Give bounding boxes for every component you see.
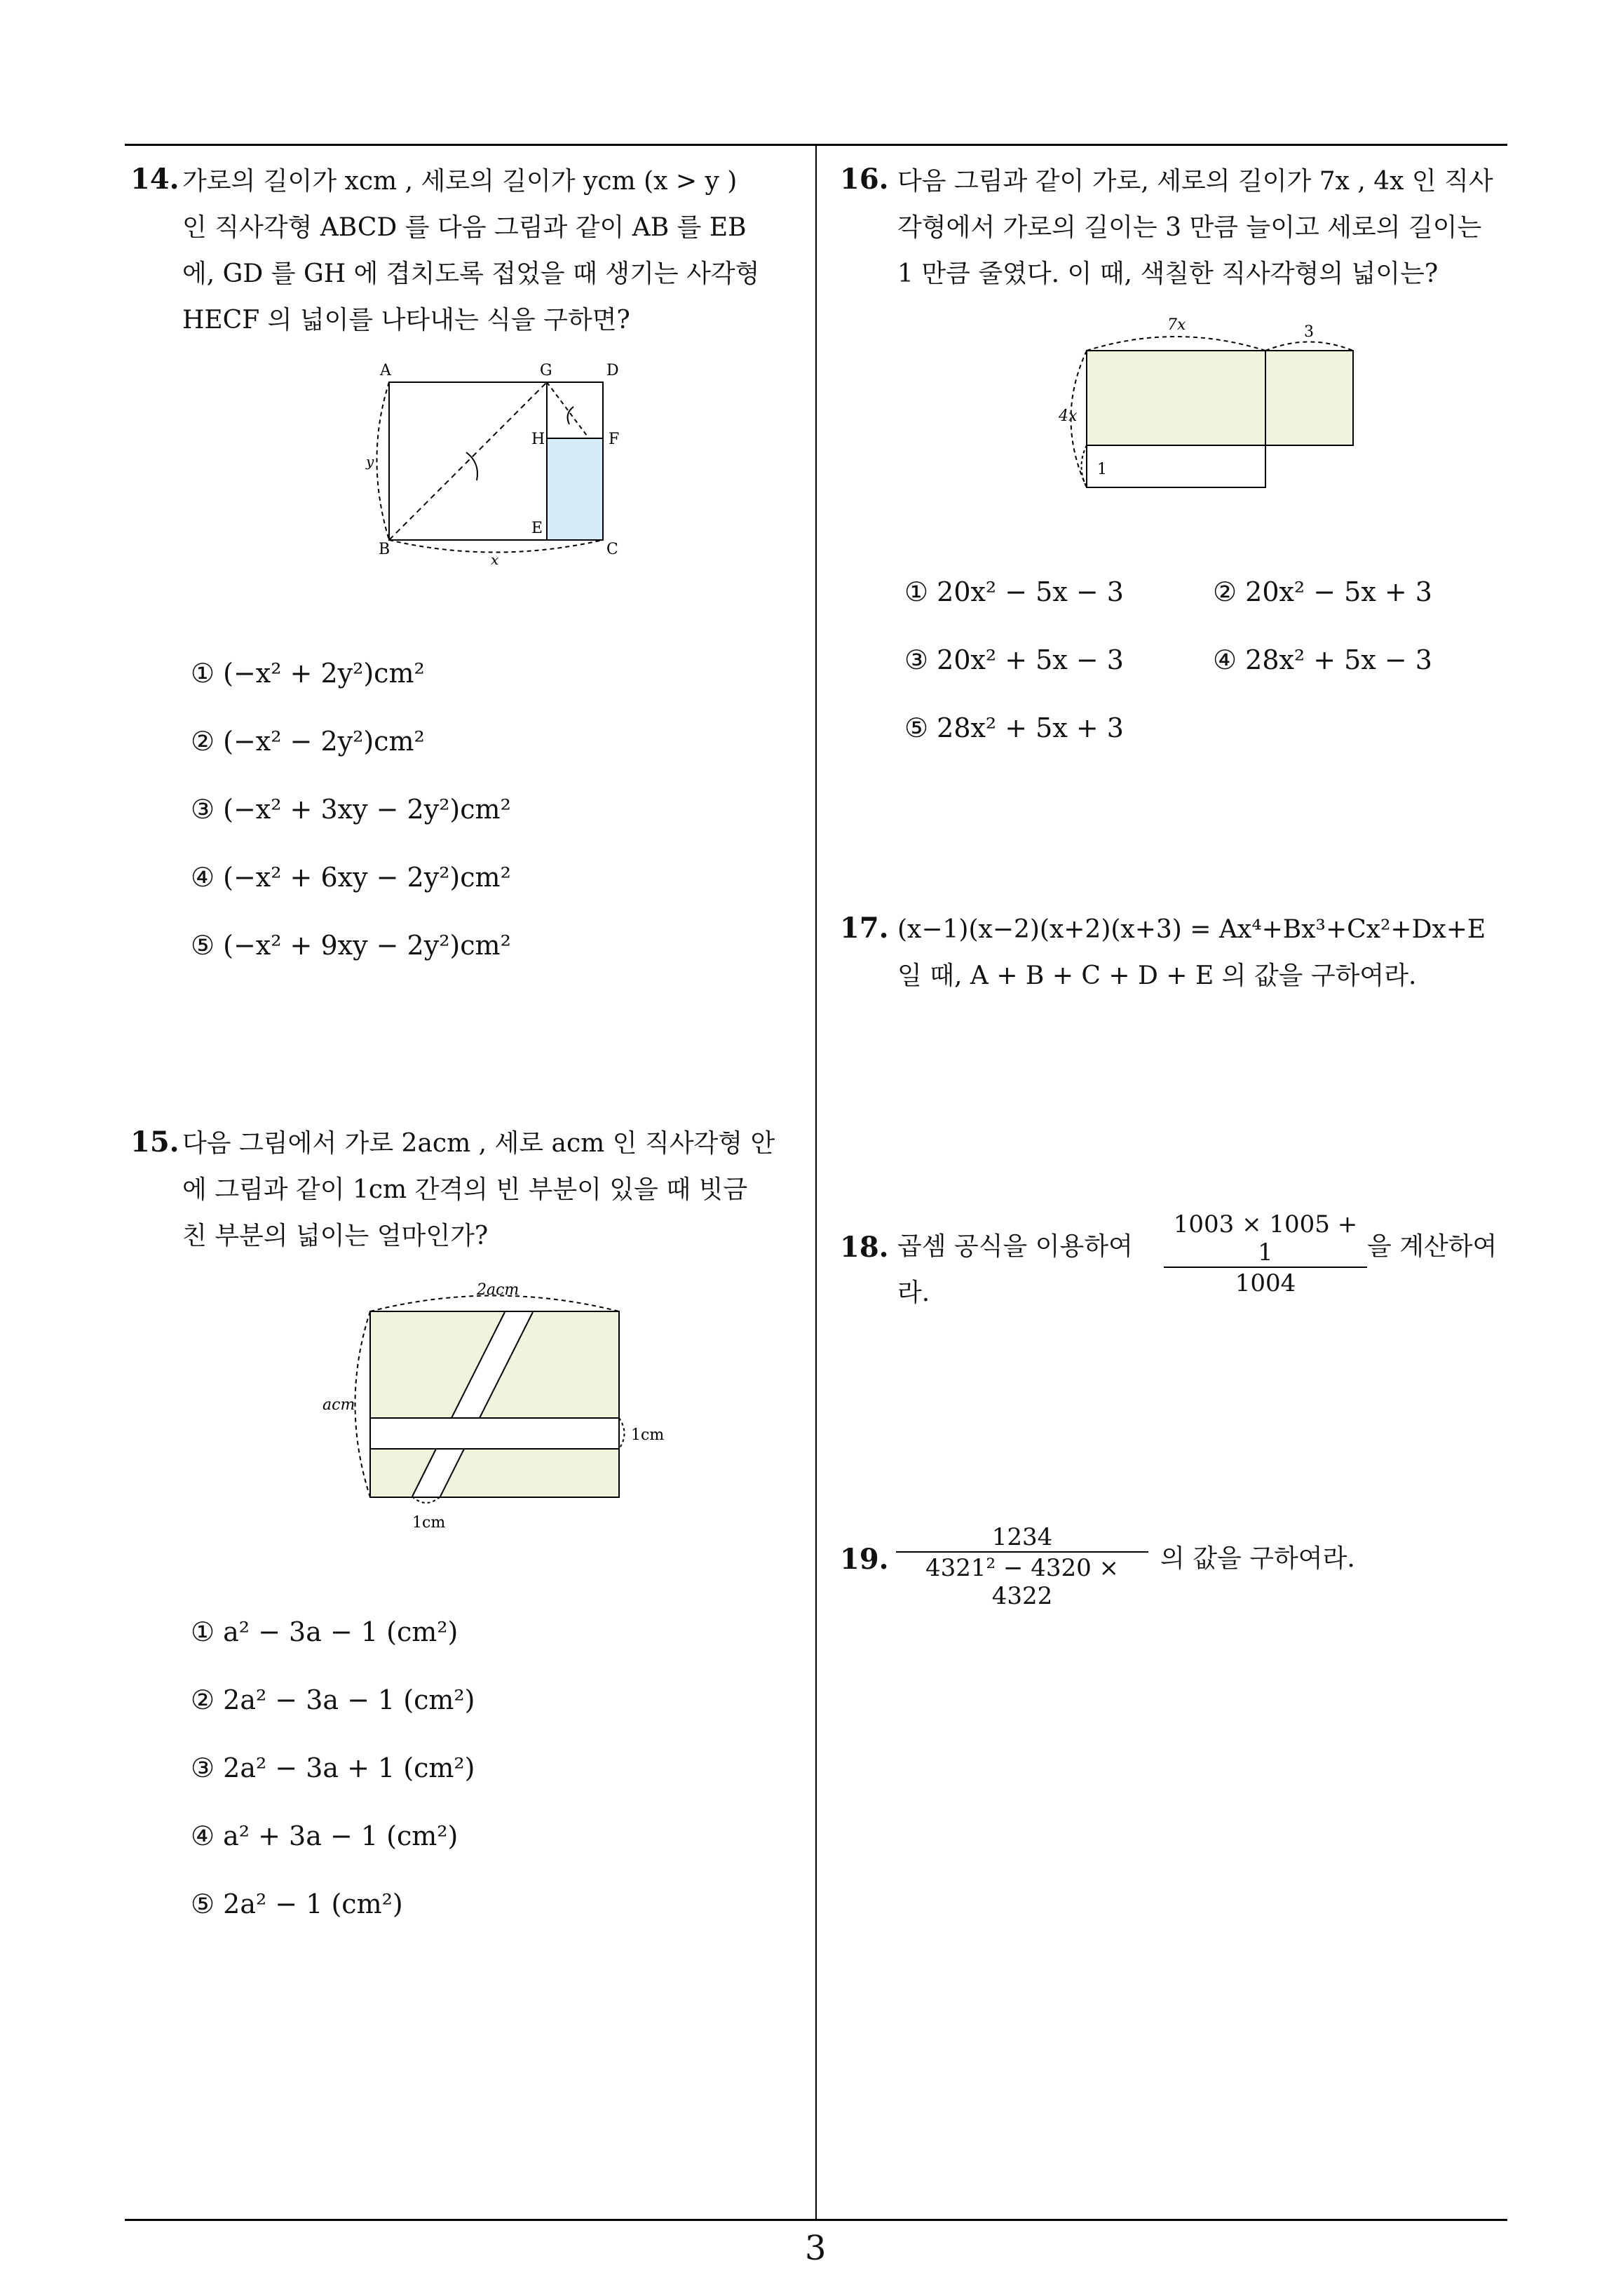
- shaded-rectangle: [1087, 351, 1353, 445]
- question-line: 일 때, A + B + C + D + E 의 값을 구하여라.: [897, 961, 1417, 990]
- choice-5[interactable]: ⑤ 2a² − 1 (cm²): [191, 1889, 403, 1919]
- label-y: y: [366, 453, 374, 470]
- q15-figure: [315, 1269, 680, 1536]
- choice-4[interactable]: ④ 28x² + 5x − 3: [1213, 644, 1432, 675]
- fraction-denominator: 1004: [1164, 1267, 1367, 1297]
- height-brace: [355, 1311, 371, 1497]
- fold-line-bg: [389, 382, 547, 540]
- fraction-numerator: 1234: [991, 1523, 1053, 1551]
- question-number: 14.: [130, 163, 179, 196]
- question-suffix: 의 값을 구하여라.: [1160, 1544, 1355, 1573]
- bottom-rule: [125, 2219, 1507, 2221]
- q14-figure: [351, 354, 645, 572]
- question-line: 에 그림과 같이 1cm 간격의 빈 부분이 있을 때 빗금: [182, 1175, 748, 1204]
- question-number: 15.: [130, 1126, 179, 1159]
- choice-5[interactable]: ⑤ (−x² + 9xy − 2y²)cm²: [191, 930, 511, 961]
- choice-2[interactable]: ② (−x² − 2y²)cm²: [191, 726, 425, 757]
- label-3: 3: [1304, 323, 1314, 341]
- question-suffix: 을 계산하여: [1367, 1232, 1498, 1261]
- question-number: 19.: [840, 1543, 889, 1576]
- label-b: B: [379, 541, 391, 558]
- choice-1[interactable]: ① (−x² + 2y²)cm²: [191, 658, 425, 689]
- choice-3[interactable]: ③ (−x² + 3xy − 2y²)cm²: [191, 794, 511, 825]
- choice-3[interactable]: ③ 2a² − 3a + 1 (cm²): [191, 1753, 475, 1783]
- label-1cm-bottom: 1cm: [412, 1514, 446, 1532]
- question-prefix: 곱셈 공식을 이용하여: [897, 1232, 1133, 1261]
- question-number: 18.: [840, 1231, 889, 1264]
- page-number: 3: [805, 2229, 827, 2268]
- question-line: 1 만큼 줄였다. 이 때, 색칠한 직사각형의 넓이는?: [897, 259, 1439, 288]
- shaded-region-hecf: [547, 438, 603, 540]
- question-line: 가로의 길이가 xcm , 세로의 길이가 ycm (x > y ): [182, 167, 738, 196]
- label-c: C: [606, 541, 618, 558]
- choice-4[interactable]: ④ a² + 3a − 1 (cm²): [191, 1821, 459, 1851]
- fraction: [1164, 1210, 1367, 1297]
- question-line: 다음 그림에서 가로 2acm , 세로 acm 인 직사각형 안: [182, 1129, 775, 1158]
- width-3-brace: [1265, 342, 1353, 351]
- angle-arc: [466, 452, 477, 480]
- label-7x: 7x: [1167, 316, 1186, 334]
- label-1cm-right: 1cm: [631, 1426, 665, 1444]
- choice-2[interactable]: ② 2a² − 3a − 1 (cm²): [191, 1684, 475, 1715]
- fraction-denominator: 4321² − 4320 × 4322: [896, 1551, 1148, 1610]
- x-brace: [389, 540, 603, 553]
- label-a: A: [380, 362, 391, 379]
- label-e: E: [531, 520, 543, 537]
- label-x: x: [491, 551, 499, 568]
- width-7x-brace: [1087, 337, 1265, 351]
- question-line: HECF 의 넓이를 나타내는 식을 구하면?: [182, 306, 630, 335]
- y-brace: [377, 382, 390, 540]
- gap-brace-right: [619, 1418, 625, 1449]
- question-line: 각형에서 가로의 길이는 3 만큼 늘이고 세로의 길이는: [897, 213, 1482, 242]
- label-4x: 4x: [1059, 407, 1078, 425]
- choice-5[interactable]: ⑤ 28x² + 5x + 3: [904, 713, 1124, 743]
- label-2acm: 2acm: [477, 1281, 520, 1299]
- label-acm: acm: [322, 1396, 355, 1414]
- label-h: H: [531, 431, 545, 448]
- fraction: [896, 1523, 1148, 1610]
- choice-1[interactable]: ① a² − 3a − 1 (cm²): [191, 1616, 459, 1647]
- choice-4[interactable]: ④ (−x² + 6xy − 2y²)cm²: [191, 862, 511, 893]
- question-line: 친 부분의 넓이는 얼마인가?: [182, 1222, 489, 1250]
- question-line: 라.: [897, 1278, 930, 1307]
- horizontal-gap-cover: [371, 1418, 618, 1449]
- question-line: 에, GD 를 GH 에 겹치도록 접었을 때 생기는 사각형: [182, 259, 760, 288]
- label-1: 1: [1097, 461, 1107, 478]
- choice-3[interactable]: ③ 20x² + 5x − 3: [904, 644, 1124, 675]
- q16-figure: [1038, 309, 1374, 505]
- question-number: 16.: [840, 163, 889, 196]
- choice-1[interactable]: ① 20x² − 5x − 3: [904, 576, 1124, 607]
- question-line: 다음 그림과 같이 가로, 세로의 길이가 7x , 4x 인 직사: [897, 167, 1493, 196]
- fold-line-gh: [547, 382, 589, 438]
- label-f: F: [609, 431, 620, 448]
- label-d: D: [606, 362, 619, 379]
- question-line: 인 직사각형 ABCD 를 다음 그림과 같이 AB 를 EB: [182, 213, 747, 242]
- question-line: (x−1)(x−2)(x+2)(x+3) = Ax⁴+Bx³+Cx²+Dx+E: [897, 915, 1486, 944]
- column-divider: [815, 144, 817, 2221]
- label-g: G: [540, 362, 552, 379]
- question-number: 17.: [840, 912, 889, 945]
- choice-2[interactable]: ② 20x² − 5x + 3: [1213, 576, 1432, 607]
- fraction-numerator: 1003 × 1005 + 1: [1173, 1210, 1358, 1267]
